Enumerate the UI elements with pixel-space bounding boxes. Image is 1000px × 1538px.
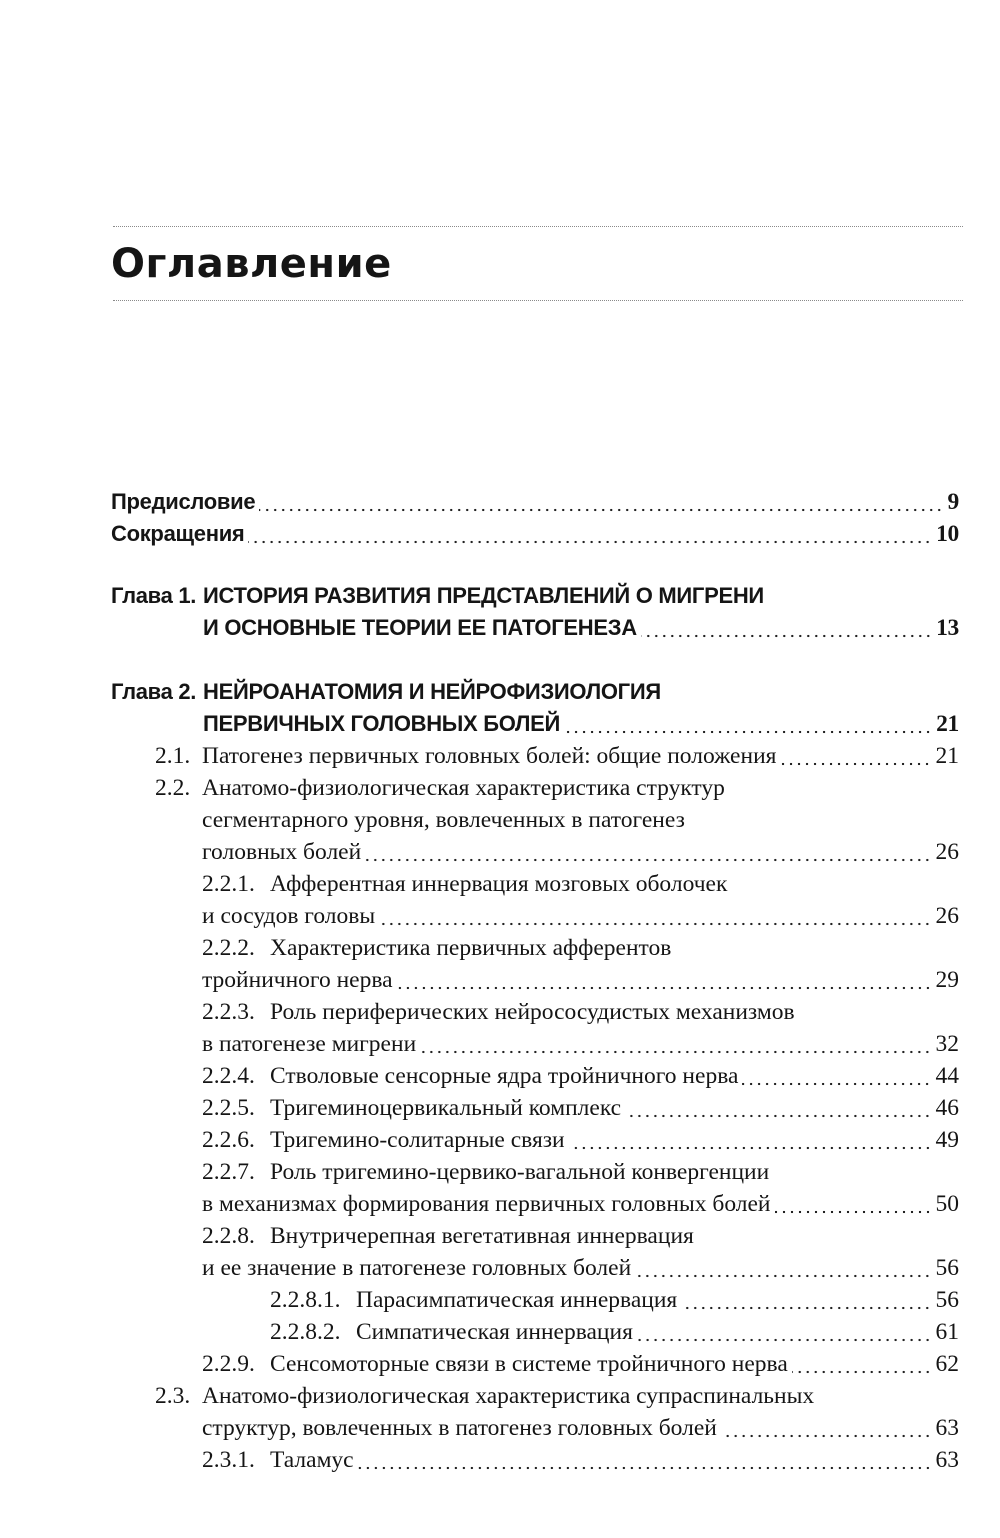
page-number: 44 xyxy=(935,1063,959,1089)
dot-leader xyxy=(248,539,932,545)
toc-section-2-2-1-line1[interactable] xyxy=(202,868,959,900)
toc-section-2-2-2-line2[interactable] xyxy=(202,964,959,996)
dot-leader xyxy=(742,1081,931,1087)
page-number: 26 xyxy=(935,839,959,865)
section-title: в механизмах формирования первичных головных болей xyxy=(202,1191,771,1217)
dot-leader xyxy=(569,1145,932,1151)
dot-leader xyxy=(681,1305,931,1311)
page-number: 63 xyxy=(935,1415,959,1441)
chapter-title: И ОСНОВНЫЕ ТЕОРИИ ЕЕ ПАТОГЕНЕЗА xyxy=(203,615,637,640)
page-number: 21 xyxy=(936,711,959,737)
toc-chapter-2-line1[interactable] xyxy=(111,676,959,708)
toc-chapter-2-line2[interactable] xyxy=(203,708,959,740)
section-title: Роль тригемино-цервико-вагальной конвергенции xyxy=(270,1159,770,1185)
top-rule xyxy=(113,226,963,227)
section-title: в патогенезе мигрени xyxy=(202,1031,417,1057)
toc-section-2-2-line2[interactable] xyxy=(202,804,959,836)
section-title: головных болей xyxy=(202,839,362,865)
dot-leader xyxy=(635,1273,931,1279)
page-number: 49 xyxy=(935,1127,959,1153)
entry-title: Сокращения xyxy=(111,521,245,546)
section-title: и сосудов головы xyxy=(202,903,376,929)
chapter-title: НЕЙРОАНАТОМИЯ И НЕЙРОФИЗИОЛОГИЯ xyxy=(203,679,661,704)
dot-leader xyxy=(792,1369,932,1375)
section-number: 2.2. xyxy=(155,775,191,801)
toc-section-2-2-9[interactable] xyxy=(202,1348,959,1380)
section-title: структур, вовлеченных в патогенез головных болей xyxy=(202,1415,717,1441)
page-number: 26 xyxy=(935,903,959,929)
toc-chapter-1-line2[interactable] xyxy=(203,612,959,644)
section-number: 2.2.8.1. xyxy=(270,1287,341,1313)
section-number: 2.2.9. xyxy=(202,1351,255,1377)
toc-section-2-2-4[interactable] xyxy=(202,1060,959,1092)
section-title: Симпатическая иннервация xyxy=(356,1319,633,1345)
page-number: 62 xyxy=(935,1351,959,1377)
page-number: 13 xyxy=(936,615,959,641)
section-number: 2.3.1. xyxy=(202,1447,255,1473)
section-number: 2.1. xyxy=(155,743,191,769)
dot-leader xyxy=(780,761,931,767)
toc-section-2-2-line1[interactable] xyxy=(155,772,959,804)
page-number: 21 xyxy=(935,743,959,769)
section-title: Афферентная иннервация мозговых оболочек xyxy=(270,871,728,897)
page-number: 46 xyxy=(935,1095,959,1121)
dot-leader xyxy=(379,921,931,927)
dot-leader xyxy=(259,507,943,513)
section-number: 2.2.3. xyxy=(202,999,255,1025)
section-title: Патогенез первичных головных болей: общие положения xyxy=(202,743,777,769)
chapter-title: ПЕРВИЧНЫХ ГОЛОВНЫХ БОЛЕЙ xyxy=(203,711,561,736)
page-number: 50 xyxy=(935,1191,959,1217)
dot-leader xyxy=(641,633,932,639)
page-number: 29 xyxy=(935,967,959,993)
toc-section-2-2-3-line2[interactable] xyxy=(202,1028,959,1060)
section-title: Анатомо-физиологическая характеристика структур xyxy=(202,775,725,801)
toc-section-2-3-line1[interactable] xyxy=(155,1380,959,1412)
chapter-label: Глава 1. xyxy=(111,583,197,608)
dot-leader xyxy=(564,729,932,735)
page-number: 61 xyxy=(935,1319,959,1345)
page-number: 32 xyxy=(935,1031,959,1057)
dot-leader xyxy=(625,1113,931,1119)
toc-entry-preface[interactable] xyxy=(111,486,959,518)
dot-leader xyxy=(775,1209,932,1215)
section-number: 2.3. xyxy=(155,1383,191,1409)
page-number: 9 xyxy=(947,489,959,515)
section-title: Стволовые сенсорные ядра тройничного нерва xyxy=(270,1063,739,1089)
page-number: 56 xyxy=(935,1287,959,1313)
dot-leader xyxy=(637,1337,932,1343)
dot-leader xyxy=(365,857,931,863)
section-title: Тригеминоцервикальный комплекс xyxy=(270,1095,622,1121)
chapter-label: Глава 2. xyxy=(111,679,197,704)
toc-section-2-2-8-line1[interactable] xyxy=(202,1220,959,1252)
dot-leader xyxy=(721,1433,932,1439)
page-title: Оглавление xyxy=(111,241,392,287)
toc-section-2-2-7-line2[interactable] xyxy=(202,1188,959,1220)
toc-section-2-2-5[interactable] xyxy=(202,1092,959,1124)
dot-leader xyxy=(397,985,932,991)
section-title: и ее значение в патогенезе головных болей xyxy=(202,1255,632,1281)
section-number: 2.2.7. xyxy=(202,1159,255,1185)
section-number: 2.2.8.2. xyxy=(270,1319,341,1345)
section-title: Характеристика первичных афферентов xyxy=(270,935,672,961)
toc-section-2-2-1-line2[interactable] xyxy=(202,900,959,932)
entry-title: Предисловие xyxy=(111,489,256,514)
section-title: тройничного нерва xyxy=(202,967,393,993)
toc-entry-abbreviations[interactable] xyxy=(111,518,959,550)
section-number: 2.2.8. xyxy=(202,1223,255,1249)
section-number: 2.2.5. xyxy=(202,1095,255,1121)
toc-section-2-2-2-line1[interactable] xyxy=(202,932,959,964)
toc-section-2-2-8-1[interactable] xyxy=(270,1284,959,1316)
toc-section-2-2-8-line2[interactable] xyxy=(202,1252,959,1284)
section-title: Внутричерепная вегетативная иннервация xyxy=(270,1223,694,1249)
section-title: Таламус xyxy=(270,1447,354,1473)
section-title: Сенсомоторные связи в системе тройничного нерва xyxy=(270,1351,788,1377)
toc-section-2-2-7-line1[interactable] xyxy=(202,1156,959,1188)
toc-chapter-1-line1[interactable] xyxy=(111,580,959,612)
section-title: Анатомо-физиологическая характеристика супраспинальных xyxy=(202,1383,815,1409)
toc-section-2-2-8-2[interactable] xyxy=(270,1316,959,1348)
section-title: Парасимпатическая иннервация xyxy=(356,1287,678,1313)
section-number: 2.2.4. xyxy=(202,1063,255,1089)
section-title: Тригемино-солитарные связи xyxy=(270,1127,565,1153)
dot-leader xyxy=(358,1465,932,1471)
toc-section-2-2-3-line1[interactable] xyxy=(202,996,959,1028)
section-title: сегментарного уровня, вовлеченных в патогенез xyxy=(202,807,685,833)
toc-section-2-3-1[interactable] xyxy=(202,1444,959,1476)
chapter-title: ИСТОРИЯ РАЗВИТИЯ ПРЕДСТАВЛЕНИЙ О МИГРЕНИ xyxy=(203,583,764,608)
toc-section-2-3-line2[interactable] xyxy=(202,1412,959,1444)
section-title: Роль периферических нейрососудистых механизмов xyxy=(270,999,795,1025)
toc-section-2-2-6[interactable] xyxy=(202,1124,959,1156)
section-number: 2.2.2. xyxy=(202,935,255,961)
page-number: 63 xyxy=(935,1447,959,1473)
section-number: 2.2.1. xyxy=(202,871,255,897)
page-number: 56 xyxy=(935,1255,959,1281)
bottom-rule xyxy=(113,300,963,301)
section-number: 2.2.6. xyxy=(202,1127,255,1153)
dot-leader xyxy=(420,1049,931,1055)
toc-section-2-1[interactable] xyxy=(155,740,959,772)
toc-section-2-2-line3[interactable] xyxy=(202,836,959,868)
page-number: 10 xyxy=(936,521,959,547)
